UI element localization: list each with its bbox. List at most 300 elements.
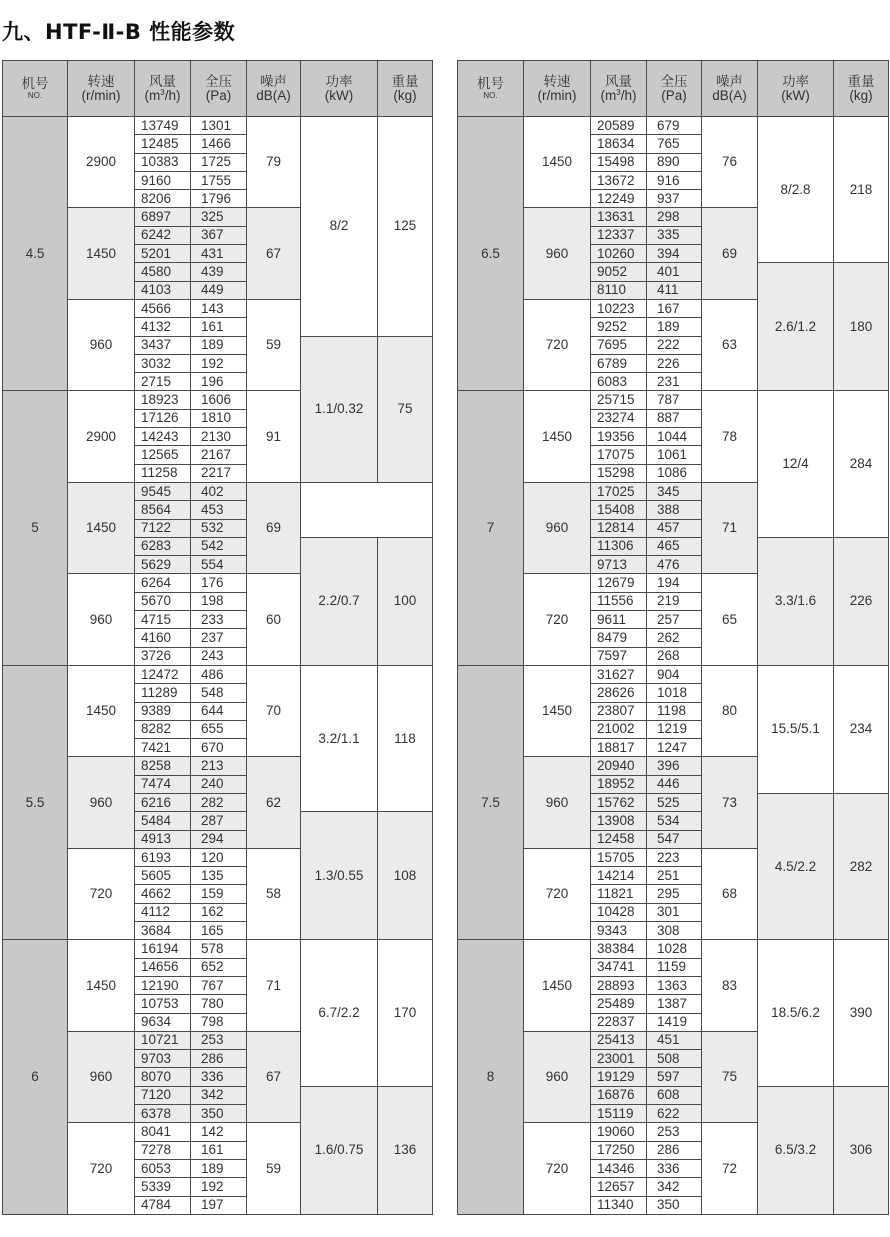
- pressure-cell: 578: [191, 940, 247, 958]
- model-number-cell: 4.5: [3, 117, 68, 391]
- flow-cell: 16876: [591, 1086, 647, 1104]
- flow-cell: 3684: [135, 922, 191, 940]
- pressure-cell: 162: [191, 903, 247, 921]
- pressure-cell: 251: [647, 867, 702, 885]
- weight-cell: 234: [834, 665, 889, 793]
- pressure-cell: 1044: [647, 428, 702, 446]
- pressure-cell: 394: [647, 245, 702, 263]
- pressure-cell: 287: [191, 812, 247, 830]
- flow-cell: 6242: [135, 226, 191, 244]
- pressure-cell: 2217: [191, 464, 247, 482]
- flow-cell: 11258: [135, 464, 191, 482]
- weight-cell: 390: [834, 940, 889, 1086]
- speed-cell: 960: [524, 208, 591, 299]
- speed-cell: 960: [524, 757, 591, 848]
- pressure-cell: 890: [647, 153, 702, 171]
- speed-cell: 960: [524, 482, 591, 573]
- pressure-cell: 765: [647, 135, 702, 153]
- pressure-cell: 367: [191, 226, 247, 244]
- flow-cell: 18634: [591, 135, 647, 153]
- flow-cell: 34741: [591, 958, 647, 976]
- noise-cell: 59: [247, 1123, 301, 1214]
- performance-table-right: [457, 60, 889, 1215]
- flow-cell: 17075: [591, 446, 647, 464]
- flow-cell: 6216: [135, 793, 191, 811]
- pressure-cell: 937: [647, 190, 702, 208]
- flow-cell: 5670: [135, 592, 191, 610]
- flow-cell: 11821: [591, 885, 647, 903]
- power-cell: 12/4: [758, 391, 834, 537]
- pressure-cell: 486: [191, 665, 247, 683]
- flow-cell: 6193: [135, 848, 191, 866]
- noise-cell: 83: [702, 940, 758, 1031]
- header-power: 功率 (kW): [758, 61, 834, 117]
- pressure-cell: 525: [647, 793, 702, 811]
- flow-cell: 22837: [591, 1013, 647, 1031]
- pressure-cell: 1755: [191, 171, 247, 189]
- header-pressure: 全压 (Pa): [191, 61, 247, 117]
- flow-cell: 12249: [591, 190, 647, 208]
- pressure-cell: 597: [647, 1068, 702, 1086]
- pressure-cell: 887: [647, 409, 702, 427]
- pressure-cell: 1810: [191, 409, 247, 427]
- flow-cell: 10383: [135, 153, 191, 171]
- pressure-cell: 1086: [647, 464, 702, 482]
- pressure-cell: 401: [647, 263, 702, 281]
- noise-cell: 70: [247, 665, 301, 756]
- flow-cell: 4580: [135, 263, 191, 281]
- flow-cell: 19356: [591, 428, 647, 446]
- pressure-cell: 439: [191, 263, 247, 281]
- pressure-cell: 622: [647, 1105, 702, 1123]
- pressure-cell: 453: [191, 501, 247, 519]
- noise-cell: 76: [702, 117, 758, 208]
- speed-cell: 720: [524, 574, 591, 665]
- pressure-cell: 308: [647, 922, 702, 940]
- flow-cell: 25715: [591, 391, 647, 409]
- header-model: 机号 NO.: [3, 61, 68, 117]
- flow-cell: 23274: [591, 409, 647, 427]
- weight-cell: 306: [834, 1086, 889, 1214]
- flow-cell: 11289: [135, 684, 191, 702]
- flow-cell: 17250: [591, 1141, 647, 1159]
- pressure-cell: 189: [647, 318, 702, 336]
- flow-cell: 20940: [591, 757, 647, 775]
- pressure-cell: 196: [191, 373, 247, 391]
- pressure-cell: 508: [647, 1050, 702, 1068]
- flow-cell: 25489: [591, 995, 647, 1013]
- speed-cell: 2900: [68, 117, 135, 208]
- flow-cell: 3726: [135, 647, 191, 665]
- weight-cell: 180: [834, 263, 889, 391]
- flow-cell: 4566: [135, 299, 191, 317]
- pressure-cell: 189: [191, 1159, 247, 1177]
- flow-cell: 4132: [135, 318, 191, 336]
- page-title: 九、HTF-Ⅱ-B 性能参数: [2, 20, 236, 44]
- table-row: [458, 117, 889, 135]
- flow-cell: 13749: [135, 117, 191, 135]
- flow-cell: 7597: [591, 647, 647, 665]
- pressure-cell: 226: [647, 354, 702, 372]
- flow-cell: 18817: [591, 739, 647, 757]
- pressure-cell: 192: [191, 354, 247, 372]
- table-row: [3, 117, 433, 135]
- speed-cell: 960: [68, 574, 135, 665]
- flow-cell: 13631: [591, 208, 647, 226]
- noise-cell: 62: [247, 757, 301, 848]
- pressure-cell: 465: [647, 537, 702, 555]
- weight-cell: 125: [378, 117, 433, 337]
- noise-cell: 63: [702, 299, 758, 390]
- noise-cell: 79: [247, 117, 301, 208]
- pressure-cell: 542: [191, 537, 247, 555]
- flow-cell: 12458: [591, 830, 647, 848]
- model-number-cell: 7: [458, 391, 524, 665]
- flow-cell: 16194: [135, 940, 191, 958]
- pressure-cell: 904: [647, 665, 702, 683]
- header-flow: 风量 $(m^3/h)$: [591, 61, 647, 117]
- pressure-cell: 449: [191, 281, 247, 299]
- speed-cell: 720: [68, 848, 135, 939]
- flow-cell: 12190: [135, 976, 191, 994]
- header-pressure: 全压 (Pa): [647, 61, 702, 117]
- flow-cell: 12485: [135, 135, 191, 153]
- flow-cell: 9703: [135, 1050, 191, 1068]
- pressure-cell: 159: [191, 885, 247, 903]
- flow-cell: 4160: [135, 629, 191, 647]
- pressure-cell: 1028: [647, 940, 702, 958]
- noise-cell: 69: [702, 208, 758, 299]
- flow-cell: 15119: [591, 1105, 647, 1123]
- table-row: [3, 665, 433, 683]
- speed-cell: 720: [524, 1123, 591, 1214]
- pressure-cell: 787: [647, 391, 702, 409]
- speed-cell: 1450: [68, 665, 135, 756]
- weight-cell: 75: [378, 336, 433, 482]
- pressure-cell: 1363: [647, 976, 702, 994]
- flow-cell: 10428: [591, 903, 647, 921]
- power-cell: 18.5/6.2: [758, 940, 834, 1086]
- model-number-cell: 6.5: [458, 117, 524, 391]
- flow-cell: 9389: [135, 702, 191, 720]
- flow-cell: 4662: [135, 885, 191, 903]
- header-power: 功率 (kW): [301, 61, 378, 117]
- weight-cell: 118: [378, 665, 433, 811]
- speed-cell: 720: [68, 1123, 135, 1214]
- speed-cell: 1450: [524, 940, 591, 1031]
- noise-cell: 67: [247, 1031, 301, 1122]
- flow-cell: 9343: [591, 922, 647, 940]
- flow-cell: 12679: [591, 574, 647, 592]
- header-speed: 转速 (r/min): [68, 61, 135, 117]
- pressure-cell: 402: [191, 482, 247, 500]
- pressure-cell: 167: [647, 299, 702, 317]
- flow-cell: 7474: [135, 775, 191, 793]
- pressure-cell: 2167: [191, 446, 247, 464]
- flow-cell: 6053: [135, 1159, 191, 1177]
- flow-cell: 25413: [591, 1031, 647, 1049]
- flow-cell: 8258: [135, 757, 191, 775]
- pressure-cell: 534: [647, 812, 702, 830]
- flow-cell: 38384: [591, 940, 647, 958]
- flow-cell: 7120: [135, 1086, 191, 1104]
- flow-cell: 6264: [135, 574, 191, 592]
- model-number-cell: 6: [3, 940, 68, 1214]
- power-cell: 4.5/2.2: [758, 793, 834, 939]
- pressure-cell: 767: [191, 976, 247, 994]
- pressure-cell: 120: [191, 848, 247, 866]
- pressure-cell: 198: [191, 592, 247, 610]
- pressure-cell: 342: [647, 1178, 702, 1196]
- flow-cell: 3032: [135, 354, 191, 372]
- pressure-cell: 262: [647, 629, 702, 647]
- pressure-cell: 411: [647, 281, 702, 299]
- flow-cell: 9252: [591, 318, 647, 336]
- header-weight: 重量 (kg): [834, 61, 889, 117]
- power-cell: 3.3/1.6: [758, 537, 834, 665]
- flow-cell: 19129: [591, 1068, 647, 1086]
- pressure-cell: 192: [191, 1178, 247, 1196]
- power-cell: 1.3/0.55: [301, 812, 378, 940]
- pressure-cell: 548: [191, 684, 247, 702]
- pressure-cell: 243: [191, 647, 247, 665]
- power-cell: 1.1/0.32: [301, 336, 378, 482]
- model-number-cell: 5: [3, 391, 68, 665]
- flow-cell: 5339: [135, 1178, 191, 1196]
- table-row: [3, 940, 433, 958]
- flow-cell: 15498: [591, 153, 647, 171]
- flow-cell: 15408: [591, 501, 647, 519]
- pressure-cell: 652: [191, 958, 247, 976]
- pressure-cell: 916: [647, 171, 702, 189]
- flow-cell: 11306: [591, 537, 647, 555]
- pressure-cell: 350: [647, 1196, 702, 1214]
- speed-cell: 960: [68, 757, 135, 848]
- weight-cell: 226: [834, 537, 889, 665]
- speed-cell: 1450: [524, 665, 591, 756]
- power-cell: 6.7/2.2: [301, 940, 378, 1086]
- pressure-cell: 655: [191, 720, 247, 738]
- pressure-cell: 253: [647, 1123, 702, 1141]
- flow-cell: 9052: [591, 263, 647, 281]
- pressure-cell: 798: [191, 1013, 247, 1031]
- flow-cell: 6083: [591, 373, 647, 391]
- pressure-cell: 189: [191, 336, 247, 354]
- speed-cell: 1450: [68, 482, 135, 573]
- weight-cell: 108: [378, 812, 433, 940]
- pressure-cell: 233: [191, 611, 247, 629]
- pressure-cell: 1198: [647, 702, 702, 720]
- flow-cell: 9545: [135, 482, 191, 500]
- table-row: [458, 940, 889, 958]
- pressure-cell: 143: [191, 299, 247, 317]
- flow-cell: 10260: [591, 245, 647, 263]
- noise-cell: 67: [247, 208, 301, 299]
- flow-cell: 14346: [591, 1159, 647, 1177]
- flow-cell: 28626: [591, 684, 647, 702]
- pressure-cell: 253: [191, 1031, 247, 1049]
- table-row: [458, 665, 889, 683]
- flow-cell: 9611: [591, 611, 647, 629]
- pressure-cell: 222: [647, 336, 702, 354]
- pressure-cell: 231: [647, 373, 702, 391]
- flow-cell: 13672: [591, 171, 647, 189]
- pressure-cell: 165: [191, 922, 247, 940]
- pressure-cell: 268: [647, 647, 702, 665]
- flow-cell: 14243: [135, 428, 191, 446]
- pressure-cell: 451: [647, 1031, 702, 1049]
- pressure-cell: 350: [191, 1105, 247, 1123]
- table-body-left: [3, 117, 433, 1215]
- pressure-cell: 176: [191, 574, 247, 592]
- flow-cell: 5201: [135, 245, 191, 263]
- pressure-cell: 194: [647, 574, 702, 592]
- flow-cell: 4784: [135, 1196, 191, 1214]
- pressure-cell: 213: [191, 757, 247, 775]
- flow-cell: 8070: [135, 1068, 191, 1086]
- pressure-cell: 219: [647, 592, 702, 610]
- noise-cell: 69: [247, 482, 301, 573]
- noise-cell: 71: [247, 940, 301, 1031]
- flow-cell: 11556: [591, 592, 647, 610]
- pressure-cell: 257: [647, 611, 702, 629]
- pressure-cell: 554: [191, 556, 247, 574]
- noise-cell: 73: [702, 757, 758, 848]
- pressure-cell: 161: [191, 318, 247, 336]
- pressure-cell: 1419: [647, 1013, 702, 1031]
- pressure-cell: 298: [647, 208, 702, 226]
- flow-cell: 23807: [591, 702, 647, 720]
- flow-cell: 4112: [135, 903, 191, 921]
- flow-cell: 8206: [135, 190, 191, 208]
- pressure-cell: 532: [191, 519, 247, 537]
- flow-cell: 7122: [135, 519, 191, 537]
- speed-cell: 1450: [524, 117, 591, 208]
- flow-cell: 9634: [135, 1013, 191, 1031]
- pressure-cell: 135: [191, 867, 247, 885]
- power-cell: 2.2/0.7: [301, 537, 378, 665]
- speed-cell: 960: [68, 299, 135, 390]
- flow-cell: 10753: [135, 995, 191, 1013]
- pressure-cell: 679: [647, 117, 702, 135]
- flow-cell: 8110: [591, 281, 647, 299]
- flow-cell: 8282: [135, 720, 191, 738]
- flow-cell: 14656: [135, 958, 191, 976]
- pressure-cell: 336: [191, 1068, 247, 1086]
- pressure-cell: 670: [191, 739, 247, 757]
- pressure-cell: 431: [191, 245, 247, 263]
- power-cell: 2.6/1.2: [758, 263, 834, 391]
- noise-cell: 75: [702, 1031, 758, 1122]
- table-row: [3, 482, 433, 500]
- pressure-cell: 240: [191, 775, 247, 793]
- speed-cell: 960: [68, 1031, 135, 1122]
- flow-cell: 8564: [135, 501, 191, 519]
- pressure-cell: 335: [647, 226, 702, 244]
- flow-cell: 4715: [135, 611, 191, 629]
- speed-cell: 1450: [68, 940, 135, 1031]
- pressure-cell: 2130: [191, 428, 247, 446]
- pressure-cell: 345: [647, 482, 702, 500]
- table-row: [458, 391, 889, 409]
- pressure-cell: 1018: [647, 684, 702, 702]
- pressure-cell: 1387: [647, 995, 702, 1013]
- power-cell: 3.2/1.1: [301, 665, 378, 811]
- table-header-row: [3, 61, 433, 117]
- power-cell: 1.6/0.75: [301, 1086, 378, 1214]
- pressure-cell: 1247: [647, 739, 702, 757]
- flow-cell: 4913: [135, 830, 191, 848]
- pressure-cell: 1725: [191, 153, 247, 171]
- flow-cell: 4103: [135, 281, 191, 299]
- flow-cell: 7695: [591, 336, 647, 354]
- flow-cell: 28893: [591, 976, 647, 994]
- pressure-cell: 1796: [191, 190, 247, 208]
- flow-cell: 18923: [135, 391, 191, 409]
- speed-cell: 720: [524, 299, 591, 390]
- flow-cell: 12337: [591, 226, 647, 244]
- pressure-cell: 780: [191, 995, 247, 1013]
- flow-cell: 15705: [591, 848, 647, 866]
- flow-cell: 7421: [135, 739, 191, 757]
- pressure-cell: 286: [191, 1050, 247, 1068]
- header-weight: 重量 (kg): [378, 61, 433, 117]
- flow-cell: 5629: [135, 556, 191, 574]
- pressure-cell: 1606: [191, 391, 247, 409]
- noise-cell: 80: [702, 665, 758, 756]
- pressure-cell: 1061: [647, 446, 702, 464]
- power-cell: 8/2: [301, 117, 378, 337]
- flow-cell: 7278: [135, 1141, 191, 1159]
- flow-cell: 12472: [135, 665, 191, 683]
- noise-cell: 78: [702, 391, 758, 482]
- flow-cell: 6789: [591, 354, 647, 372]
- flow-cell: 12814: [591, 519, 647, 537]
- flow-cell: 9160: [135, 171, 191, 189]
- flow-cell: 19060: [591, 1123, 647, 1141]
- pressure-cell: 1219: [647, 720, 702, 738]
- pressure-cell: 342: [191, 1086, 247, 1104]
- noise-cell: 68: [702, 848, 758, 939]
- pressure-cell: 197: [191, 1196, 247, 1214]
- flow-cell: 20589: [591, 117, 647, 135]
- flow-cell: 12565: [135, 446, 191, 464]
- flow-cell: 9713: [591, 556, 647, 574]
- header-flow: 风量 $(m^3/h)$: [135, 61, 191, 117]
- flow-cell: 21002: [591, 720, 647, 738]
- model-number-cell: 7.5: [458, 665, 524, 939]
- speed-cell: 1450: [68, 208, 135, 299]
- weight-cell: 218: [834, 117, 889, 263]
- header-model: 机号 NO.: [458, 61, 524, 117]
- model-number-cell: 8: [458, 940, 524, 1214]
- pressure-cell: 286: [647, 1141, 702, 1159]
- pressure-cell: 336: [647, 1159, 702, 1177]
- flow-cell: 6897: [135, 208, 191, 226]
- pressure-cell: 446: [647, 775, 702, 793]
- pressure-cell: 301: [647, 903, 702, 921]
- flow-cell: 6283: [135, 537, 191, 555]
- flow-cell: 3437: [135, 336, 191, 354]
- flow-cell: 17025: [591, 482, 647, 500]
- weight-cell: 282: [834, 793, 889, 939]
- pressure-cell: 1301: [191, 117, 247, 135]
- flow-cell: 14214: [591, 867, 647, 885]
- noise-cell: 60: [247, 574, 301, 665]
- flow-cell: 12657: [591, 1178, 647, 1196]
- power-cell: 15.5/5.1: [758, 665, 834, 793]
- table-body-right: [458, 117, 889, 1215]
